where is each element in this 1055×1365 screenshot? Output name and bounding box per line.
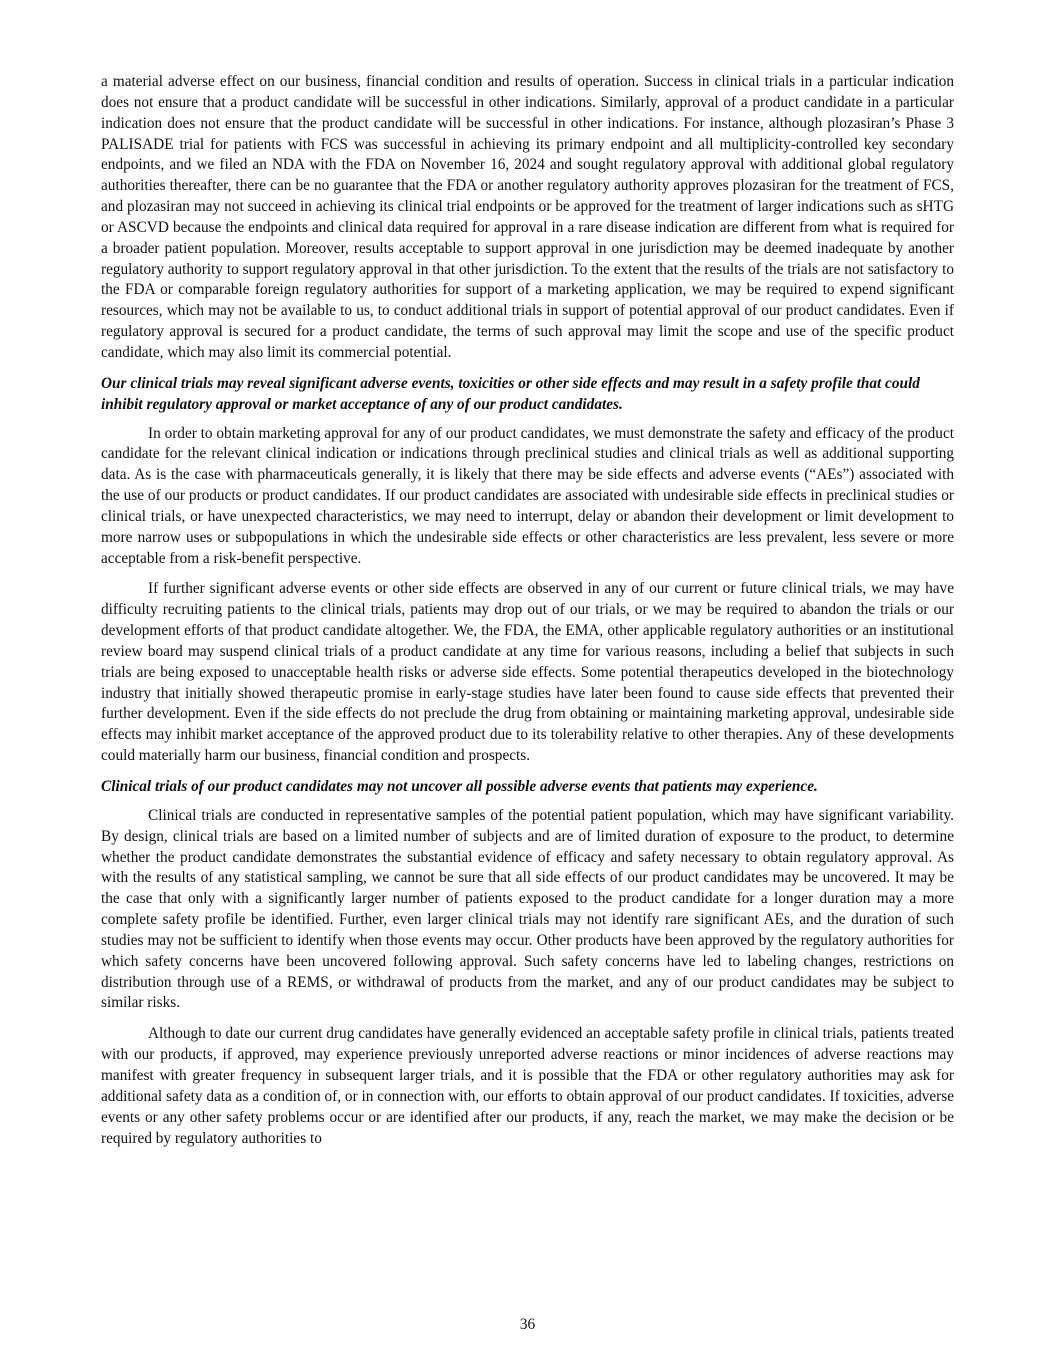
paragraph-representative-samples: Clinical trials are conducted in representative samples of the potential patient population, which may have significant variability. By design, clinical trials are based on a limited number of subjects and are of limited duration of exposure to the product, to determine whether the product candidate demonstrates the substantial evidence of efficacy and safety necessary to obtain regulatory approval. As with the results of any statistical sampling, we cannot be sure that all side effects of our product candidates may be uncovered. It may be the case that only with a significantly larger number of patients exposed to the product candidate for a longer duration may a more complete safety profile be identified. Further, even larger clinical trials may not identify rare significant AEs, and the duration of such studies may not be sufficient to identify when those events may occur. Other products have been approved by the regulatory authorities for which safety concerns have been uncovered following approval. Such safety concerns have led to labeling changes, restrictions on distribution through use of a REMS, or withdrawal of products from the market, and any of our product candidates may be subject to similar risks. — [101, 806, 954, 1012]
section-heading-adverse-events: Our clinical trials may reveal significant adverse events, toxicities or other side effects and may result in a safety profile that could inhibit regulatory approval or market acceptance of any of our product candidates. — [101, 374, 920, 413]
page-number: 36 — [519, 1316, 536, 1333]
document-page — [101, 72, 954, 1159]
paragraph-safety-profile: Although to date our current drug candidates have generally evidenced an acceptable safety profile in clinical trials, patients treated with our products, if approved, may experience previously unreported adverse reactions or minor incidences of adverse reactions may manifest with greater frequency in subsequent larger trials, and it is possible that the FDA or other regulatory authorities may ask for additional safety data as a condition of, or in connection with, our efforts to obtain approval of our product candidates. If toxicities, adverse events or any other safety problems occur or are identified after our products, if any, reach the market, we may make the decision or be required by regulatory authorities to — [101, 1025, 954, 1147]
paragraph-further-adverse-events: If further significant adverse events or other side effects are observed in any of our current or future clinical trials, we may have difficulty recruiting patients to the clinical trials, patients may drop out of our trials, or we may be required to abandon the trials or our development efforts of that product candidate altogether. We, the FDA, the EMA, other applicable regulatory authorities or an institutional review board may suspend clinical trials of a product candidate at any time for various reasons, including a belief that subjects in such trials are being exposed to unacceptable health risks or adverse side effects. Some potential therapeutics developed in the biotechnology industry that initially showed therapeutic promise in early-stage studies have later been found to cause side effects that prevented their further development. Even if the side effects do not preclude the drug from obtaining or maintaining marketing approval, undesirable side effects may inhibit market acceptance of the approved product due to its tolerability relative to other therapies. Any of these developments could materially harm our business, financial condition and prospects. — [101, 580, 954, 765]
section-heading-clinical-trials: Clinical trials of our product candidates may not uncover all possible adverse events that patients may experience. — [101, 778, 818, 795]
paragraph-continuation: a material adverse effect on our business, financial condition and results of operation. Success in clinical trials in a particular indication does not ensure that a product candidate will be successful in other indications. Similarly, approval of a product candidate in a particular indication does not ensure that the product candidate will be successful in other indications. For instance, although plozasiran’s Phase 3 PALISADE trial for patients with FCS was successful in achieving its primary endpoint and all multiplicity-controlled key secondary endpoints, and we filed an NDA with the FDA on November 16, 2024 and sought regulatory approval with additional global regulatory authorities thereafter, there can be no guarantee that the FDA or another regulatory authority approves plozasiran for the treatment of FCS, and plozasiran may not succeed in achieving its clinical trial endpoints or be approved for the treatment of larger indications such as sHTG or ASCVD because the endpoints and clinical data required for approval in a rare disease indication are different from what is required for a broader patient population. Moreover, results acceptable to support approval in one jurisdiction may be deemed inadequate by another regulatory authority to support regulatory approval in that other jurisdiction. To the extent that the results of the trials are not satisfactory to the FDA or comparable foreign regulatory authorities for support of a marketing application, we may be required to expend significant resources, which may not be available to us, to conduct additional trials in support of potential approval of our product candidates. Even if regulatory approval is secured for a product candidate, the terms of such approval may limit the scope and use of the specific product candidate, which may also limit its commercial potential. — [101, 73, 954, 361]
paragraph-marketing-approval: In order to obtain marketing approval for any of our product candidates, we must demonstrate the safety and efficacy of the product candidate for the relevant clinical indication or indications through preclinical studies and clinical trials as well as additional supporting data. As is the case with pharmaceuticals generally, it is likely that there may be side effects and adverse events (“AEs”) associated with the use of our products or product candidates. If our product candidates are associated with undesirable side effects in preclinical studies or clinical trials, or have unexpected characteristics, we may need to interrupt, delay or abandon their development or limit development to more narrow uses or subpopulations in which the undesirable side effects or other characteristics are less prevalent, less severe or more acceptable from a risk-benefit perspective. — [101, 424, 954, 567]
